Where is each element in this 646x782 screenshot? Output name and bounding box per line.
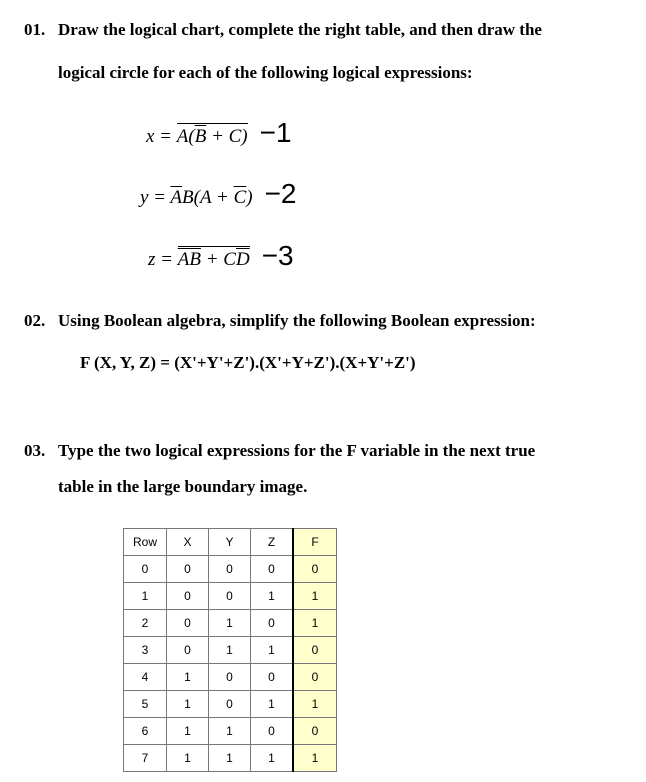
table-cell: 1 bbox=[209, 610, 251, 637]
table-row bbox=[124, 583, 337, 610]
table-cell: 0 bbox=[251, 556, 294, 583]
table-row bbox=[124, 556, 337, 583]
table-cell: 1 bbox=[167, 718, 209, 745]
table-cell: 5 bbox=[124, 691, 167, 718]
table-cell: 1 bbox=[209, 745, 251, 772]
table-header-row bbox=[124, 529, 337, 556]
table-cell: 3 bbox=[124, 637, 167, 664]
table-cell: 0 bbox=[209, 583, 251, 610]
table-cell: 0 bbox=[167, 637, 209, 664]
q1-number: 01. bbox=[24, 20, 46, 39]
table-cell: 1 bbox=[167, 664, 209, 691]
table-cell: 0 bbox=[167, 610, 209, 637]
equation-2: $y = \overline{A}B(A + \overline{C}) -2$ bbox=[140, 178, 297, 209]
table-cell: 4 bbox=[124, 664, 167, 691]
table-cell: 1 bbox=[251, 583, 294, 610]
table-header-cell: Row bbox=[124, 529, 167, 556]
q2-number: 02. bbox=[24, 311, 46, 330]
table-row bbox=[124, 664, 337, 691]
table-header-cell: Y bbox=[209, 529, 251, 556]
table-cell: 0 bbox=[209, 664, 251, 691]
table-cell: 0 bbox=[209, 556, 251, 583]
table-cell: 1 bbox=[209, 637, 251, 664]
table-cell: 7 bbox=[124, 745, 167, 772]
equation-1: $x = A(\overline{B} + C) -1$ bbox=[146, 117, 292, 148]
table-cell: 1 bbox=[167, 691, 209, 718]
table-cell: 0 bbox=[209, 691, 251, 718]
truth-table bbox=[123, 528, 337, 772]
table-cell: 1 bbox=[124, 583, 167, 610]
table-cell: 1 bbox=[251, 745, 294, 772]
q2-line1: Using Boolean algebra, simplify the following Boolean expression: bbox=[58, 311, 536, 330]
table-row bbox=[124, 610, 337, 637]
q3-line2: table in the large boundary image. bbox=[58, 477, 308, 496]
table-cell: 1 bbox=[293, 745, 337, 772]
table-cell: 0 bbox=[167, 556, 209, 583]
table-cell: 0 bbox=[251, 664, 294, 691]
table-row bbox=[124, 718, 337, 745]
q1-line2: logical circle for each of the following logical expressions: bbox=[58, 63, 473, 82]
table-cell: 2 bbox=[124, 610, 167, 637]
table-cell: 0 bbox=[251, 718, 294, 745]
table-cell: 1 bbox=[167, 745, 209, 772]
table-cell: 0 bbox=[293, 556, 337, 583]
boolean-expression: F (X, Y, Z) = (X'+Y'+Z').(X'+Y+Z').(X+Y'+Z') bbox=[80, 353, 416, 372]
equation-3: $z = \overline{AB} + C\overline{D} -3$ bbox=[148, 240, 294, 271]
table-cell: 0 bbox=[124, 556, 167, 583]
table-cell: 1 bbox=[209, 718, 251, 745]
table-cell: 0 bbox=[167, 583, 209, 610]
table-row bbox=[124, 637, 337, 664]
q1-line1: Draw the logical chart, complete the right table, and then draw the bbox=[58, 20, 542, 39]
table-cell: 6 bbox=[124, 718, 167, 745]
table-cell: 0 bbox=[251, 610, 294, 637]
table-cell: 1 bbox=[293, 691, 337, 718]
q3-line1: Type the two logical expressions for the F variable in the next true bbox=[58, 441, 536, 460]
table-cell: 1 bbox=[293, 610, 337, 637]
table-cell: 1 bbox=[251, 691, 294, 718]
table-cell: 0 bbox=[293, 664, 337, 691]
table-header-cell: F bbox=[293, 529, 337, 556]
table-row bbox=[124, 691, 337, 718]
table-row bbox=[124, 745, 337, 772]
table-header-cell: Z bbox=[251, 529, 294, 556]
q3-number: 03. bbox=[24, 441, 46, 460]
table-cell: 1 bbox=[293, 583, 337, 610]
table-cell: 0 bbox=[293, 718, 337, 745]
table-header-cell: X bbox=[167, 529, 209, 556]
table-cell: 1 bbox=[251, 637, 294, 664]
table-cell: 0 bbox=[293, 637, 337, 664]
